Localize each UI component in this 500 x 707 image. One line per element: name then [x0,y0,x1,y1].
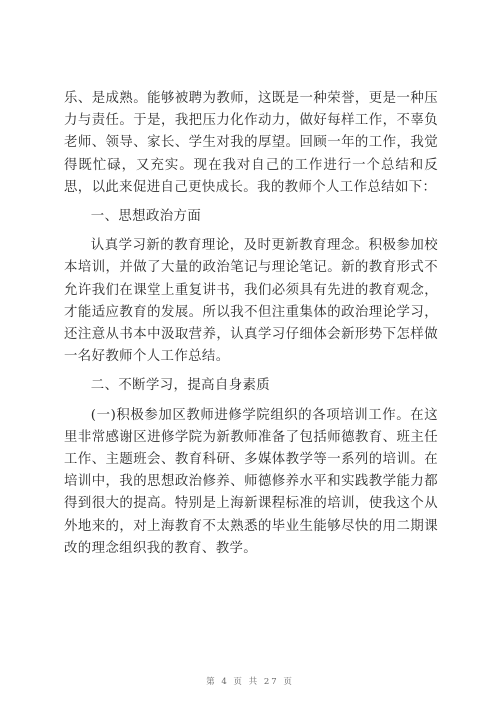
document-body [64,88,438,567]
page-number-footer: 第 4 页 共 27 页 [206,677,294,687]
paragraph-ideology: 认真学习新的教育理论，及时更新教育理念。积极参加校本培训，并做了大量的政治笔记与理论笔记。新的教育形式不允许我们在课堂上重复讲书，我们必须具有先进的教育观念，才能适应教育的发展。所以我不但注重集体的政治理论学习，还注意从书本中汲取营养，认真学习仔细体会新形势下怎样做一名好教师个人工作总结。 [64,238,438,365]
section-heading-ideology: 一、思想政治方面 [90,209,202,225]
paragraph-intro: 乐、是成熟。能够被聘为教师，这既是一种荣誉，更是一种压力与责任。于是，我把压力化作动力，做好每样工作，不辜负老师、领导、家长、学生对我的厚望。回顾一年的工作，我觉得既忙碌，又充实。现在我对自己的工作进行一个总结和反思，以此来促进自己更快成长。我的教师个人工作总结如下： [64,91,438,195]
paragraph-study: (一)积极参加区教师进修学院组织的各项培训工作。在这里非常感谢区进修学院为新教师准备了包括师德教育、班主任工作、主题班会、教育科研、多媒体教学等一系列的培训。在培训中，我的思想政治修养、师德修养水平和实践教学能力都得到很大的提高。特别是上海新课程标准的培训，使我这个从外地来的，对上海教育不太熟悉的毕业生能够尽快的用二期课改的理念组织我的教育、教学。 [64,407,438,556]
section-heading-study: 二、不断学习，提高自身素质 [90,378,271,394]
